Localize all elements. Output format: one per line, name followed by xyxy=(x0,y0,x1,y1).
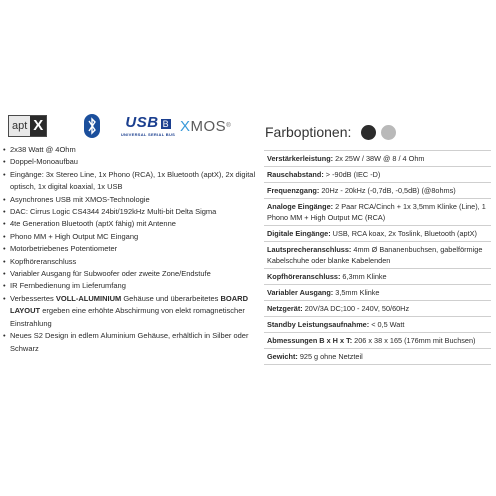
spec-value: 2x 25W / 38W @ 8 / 4 Ohm xyxy=(333,154,425,163)
spec-row xyxy=(264,269,491,285)
spec-key: Abmessungen B x H x T: xyxy=(267,336,353,345)
usb-logo-badge: B xyxy=(162,119,169,129)
feature-item: • Eingänge: 3x Stereo Line, 1x Phono (RCA), 1x Bluetooth (aptX), 2x digital optisch, 1x digital koaxial, 1x USB xyxy=(3,169,257,194)
spec-key: Netzgerät: xyxy=(267,304,303,313)
color-options xyxy=(265,124,396,140)
usb-logo xyxy=(118,112,178,140)
feature-list xyxy=(3,144,257,355)
spec-value: USB, RCA koax, 2x Toslink, Bluetooth (aptX) xyxy=(330,229,477,238)
color-swatch-black[interactable] xyxy=(361,125,376,140)
feature-alu-bold1: VOLL-ALUMINIUM xyxy=(55,293,122,303)
spec-key: Digitale Eingänge: xyxy=(267,229,331,238)
feature-item: • 2x38 Watt @ 4Ohm xyxy=(3,144,257,156)
spec-value: 206 x 38 x 165 (176mm mit Buchsen) xyxy=(352,336,476,345)
feature-item: • Doppel-Monoaufbau xyxy=(3,156,257,168)
spec-row xyxy=(264,301,491,317)
feature-item-aluminium xyxy=(3,293,257,330)
feature-item: • Variabler Ausgang für Subwoofer oder zweite Zone/Endstufe xyxy=(3,268,257,280)
spec-value: 3,5mm Klinke xyxy=(333,288,380,297)
spec-value: 4mm Ø Bananenbuchsen, gabelförmige Kabelschuhe oder blanke Kabelenden xyxy=(267,245,483,265)
spec-row xyxy=(264,199,491,226)
spec-row xyxy=(264,183,491,199)
aptx-logo xyxy=(8,112,62,140)
spec-value: > -90dB (IEC -D) xyxy=(323,170,381,179)
spec-row xyxy=(264,317,491,333)
feature-item: • Motorbetriebenes Potentiometer xyxy=(3,243,257,255)
feature-alu-pre: Verbessertes xyxy=(10,293,56,303)
spec-value: 6,3mm Klinke xyxy=(340,272,387,281)
feature-alu-bold2: BOARD LAYOUT xyxy=(10,293,249,316)
aptx-logo-x: X xyxy=(30,116,46,136)
xmos-logo-tm: ® xyxy=(226,123,232,129)
spec-row xyxy=(264,151,491,167)
spec-key: Gewicht: xyxy=(267,352,298,361)
feature-alu-post: ergeben eine erhöhte Abschirmung von elekt romagnetischer Einstrahlung xyxy=(10,306,245,328)
spec-row xyxy=(264,285,491,301)
xmos-logo-rest: MOS xyxy=(190,117,227,135)
spec-value: 20V/3A DC;100 - 240V, 50/60Hz xyxy=(302,304,410,313)
feature-alu-mid: Gehäuse und überarbeitetes xyxy=(121,293,221,303)
logo-strip xyxy=(6,112,256,140)
spec-row xyxy=(264,242,491,269)
feature-item: • Phono MM + High Output MC Eingang xyxy=(3,231,257,243)
spec-key: Frequenzgang: xyxy=(267,186,320,195)
xmos-logo xyxy=(180,112,232,140)
feature-item: • DAC: Cirrus Logic CS4344 24bit/192kHz Multi-bit Delta Sigma xyxy=(3,206,257,218)
spec-value: 925 g ohne Netzteil xyxy=(297,352,363,361)
usb-logo-subtitle: UNIVERSAL SERIAL BUS xyxy=(120,132,176,137)
spec-key: Variabler Ausgang: xyxy=(267,288,334,297)
spec-row xyxy=(264,226,491,242)
spec-value: 2 Paar RCA/Cinch + 1x 3,5mm Klinke (Line), 1 Phono MM + High Output MC (RCA) xyxy=(267,202,486,222)
spec-key: Lautsprecheranschluss: xyxy=(267,245,352,254)
spec-key: Rauschabstand: xyxy=(267,170,324,179)
feature-item: • IR Fernbedienung im Lieferumfang xyxy=(3,280,257,292)
feature-item: • Neues S2 Design in edlem Aluminium Gehäuse, erhältlich in Silber oder Schwarz xyxy=(3,330,257,355)
spec-key: Standby Leistungsaufnahme: xyxy=(267,320,370,329)
feature-item: • Kopfhöreranschluss xyxy=(3,256,257,268)
feature-item: • Asynchrones USB mit XMOS-Technologie xyxy=(3,194,257,206)
bluetooth-icon xyxy=(84,112,102,140)
xmos-logo-x: X xyxy=(180,117,191,135)
spec-row xyxy=(264,167,491,183)
spec-table xyxy=(264,150,491,365)
spec-value: 20Hz - 20kHz (-0,7dB, -0,5dB) (@8ohms) xyxy=(319,186,456,195)
spec-row xyxy=(264,333,491,349)
feature-item: • 4te Generation Bluetooth (aptX fähig) mit Antenne xyxy=(3,218,257,230)
spec-key: Kopfhöreranschluss: xyxy=(267,272,341,281)
usb-logo-text: USB xyxy=(125,114,159,131)
aptx-logo-apt: apt xyxy=(9,116,30,136)
spec-key: Analoge Eingänge: xyxy=(267,202,334,211)
spec-key: Verstärkerleistung: xyxy=(267,154,334,163)
spec-value: < 0,5 Watt xyxy=(369,320,405,329)
spec-row xyxy=(264,349,491,365)
color-swatch-silver[interactable] xyxy=(381,125,396,140)
color-options-title: Farboptionen: xyxy=(265,124,352,140)
